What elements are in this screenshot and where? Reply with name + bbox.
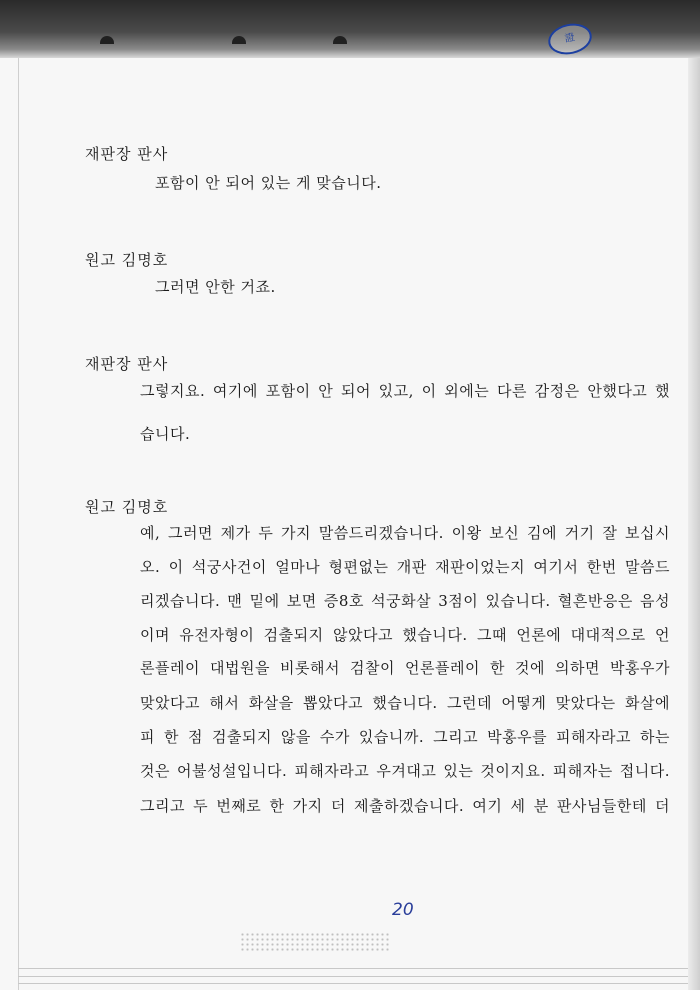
speaker-label: 원고 김명호 xyxy=(85,251,169,269)
page-edge-right xyxy=(688,58,700,990)
scan-top-shadow xyxy=(0,0,700,58)
transcript-line: 것은 어불성설입니다. 피해자라고 우겨대고 있는 것이지요. 피해자는 접니다. xyxy=(140,762,670,780)
transcript-line: 포함이 안 되어 있는 게 맞습니다. xyxy=(155,174,382,192)
binder-notch xyxy=(232,36,246,44)
transcript-line: 피 한 점 검출되지 않을 수가 있습니까. 그리고 박홍우를 피해자라고 하는 xyxy=(140,728,670,746)
speaker-label: 원고 김명호 xyxy=(85,498,169,516)
transcript-line: 습니다. xyxy=(140,425,191,443)
page-edge-bottom xyxy=(18,976,688,977)
page-edge-bottom xyxy=(18,968,688,969)
page-edge xyxy=(18,58,19,990)
speaker-label: 재판장 판사 xyxy=(85,355,169,373)
transcript-line: 리겠습니다. 맨 밑에 보면 증8호 석궁화살 3점이 있습니다. 혈흔반응은 음성 xyxy=(140,592,670,610)
redacted-footer xyxy=(240,932,390,952)
transcript-line: 그렇지요. 여기에 포함이 안 되어 있고, 이 외에는 다른 감정은 안했다고 했 xyxy=(140,382,670,400)
transcript-line: 이며 유전자형이 검출되지 않았다고 했습니다. 그때 언론에 대대적으로 언 xyxy=(140,626,670,644)
transcript-line: 그리고 두 번째로 한 가지 더 제출하겠습니다. 여기 세 분 판사님들한테 더 xyxy=(140,797,670,815)
binder-notch xyxy=(333,36,347,44)
page-number: 20 xyxy=(392,900,414,920)
transcript-line: 예, 그러면 제가 두 가지 말씀드리겠습니다. 이왕 보신 김에 거기 잘 보십시 xyxy=(140,524,670,542)
speaker-label: 재판장 판사 xyxy=(85,145,169,163)
transcript-line: 그러면 안한 거죠. xyxy=(155,278,276,296)
seal-stamp: 證 xyxy=(545,20,594,58)
transcript-line: 맞았다고 해서 화살을 뽑았다고 했습니다. 그런데 어떻게 맞았다는 화살에 xyxy=(140,694,670,712)
transcript-line: 오. 이 석궁사건이 얼마나 형편없는 개판 재판이었는지 여기서 한번 말씀드 xyxy=(140,558,670,576)
page-edge-bottom xyxy=(18,983,688,984)
transcript-line: 론플레이 대법원을 비롯해서 검찰이 언론플레이 한 것에 의하면 박홍우가 xyxy=(140,659,670,677)
binder-notch xyxy=(100,36,114,44)
